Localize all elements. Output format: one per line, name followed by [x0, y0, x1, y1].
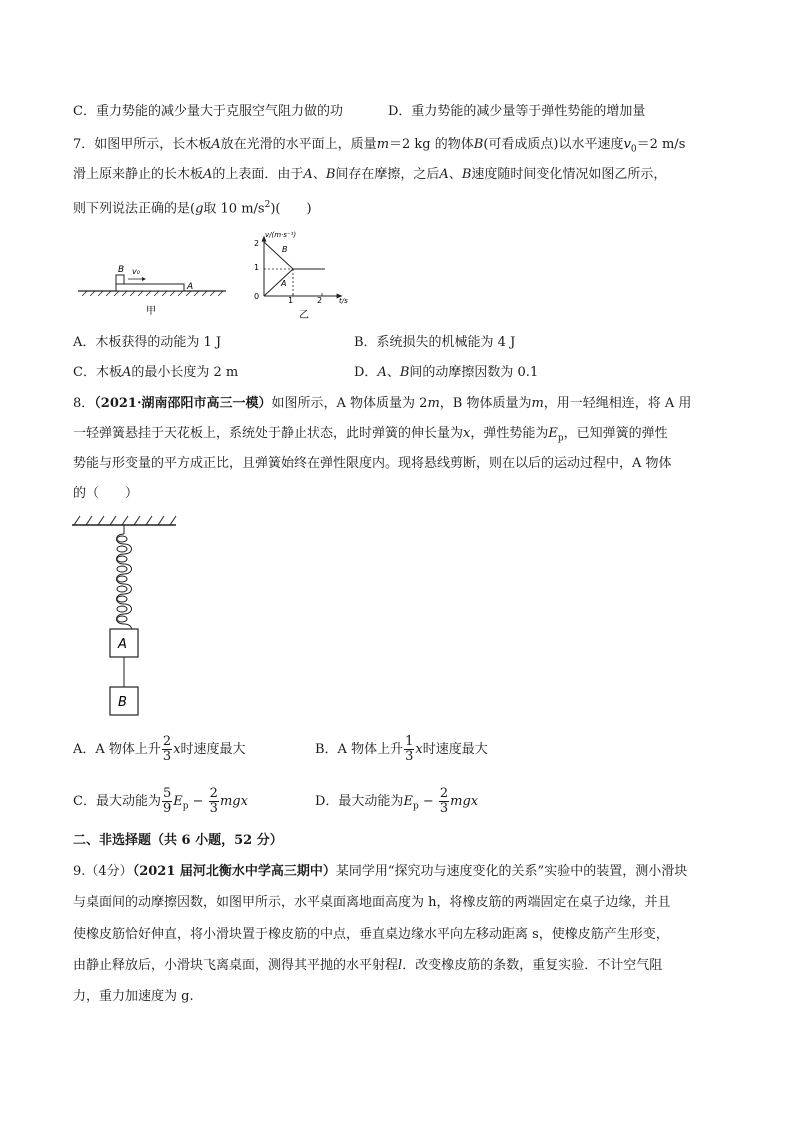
block-b: [116, 275, 124, 284]
q7-stem-line-2: 滑上原来静止的长木板A的上表面．由于A、B间存在摩擦，之后A、B速度随时间变化情况如图乙所示，: [73, 167, 667, 182]
x-axis-label: t/s: [339, 297, 348, 305]
q8-stem-line-2: 一轻弹簧悬挂于天花板上，系统处于静止状态，此时弹簧的伸长量为x，弹性势能为$E_p$，已知弹簧的弹性: [73, 426, 668, 444]
block-b-label: B: [118, 695, 127, 710]
q7-stem-line-3: 则下列说法正确的是(g取 10 $m/s^2$)( ): [73, 200, 312, 217]
q9-stem-line-4: 由静止释放后，小滑块飞离桌面，测得其平抛的水平射程l．改变橡皮筋的条数，重复实验．不计空气阻: [73, 958, 663, 973]
q6-option-d: D．重力势能的减少量等于弹性势能的增加量: [388, 104, 646, 119]
q7-figure-yi-chart: [246, 226, 361, 320]
q7-option-d: D．A、B间的动摩擦因数为 0.1: [354, 365, 539, 380]
q7-option-b: B．系统损失的机械能为 4 J: [354, 335, 516, 350]
series-a-label: A: [281, 279, 287, 288]
caption-jia: 甲: [146, 306, 156, 317]
block-a-label: A: [118, 637, 127, 652]
q8-figure-spring: [68, 512, 183, 716]
label-b: B: [118, 265, 125, 275]
label-v0: v₀: [132, 267, 140, 276]
q8-option-b: B．A 物体上升 $\frac{1}{3}$ x时速度最大: [315, 734, 488, 764]
y-tick-label-1: 1: [254, 263, 260, 272]
caption-yi: 乙: [299, 310, 309, 320]
q9-source: （2021 届河北衡水中学高三期中）: [132, 864, 336, 879]
series-a-line: [264, 269, 325, 296]
q8-option-d: D．最大动能为$E_p$ − $\frac{2}{3}$ mgx: [315, 786, 479, 816]
series-b-line: [264, 242, 325, 269]
q6-option-c: C．重力势能的减少量大于克服空气阻力做的功: [73, 104, 343, 119]
q9-stem-line-5: 力，重力加速度为 g.: [73, 989, 194, 1004]
q8-stem-line-4: 的（ ）: [73, 486, 139, 501]
q7-option-c: C．木板A的最小长度为 2 m: [73, 365, 239, 380]
section-2-title: 二、非选择题（共 6 小题，52 分）: [73, 833, 283, 848]
q8-option-a: A．A 物体上升 $\frac{2}{3}$ x时速度最大: [73, 734, 246, 764]
y-axis-label: v/(m·s⁻¹): [265, 231, 297, 239]
ceiling-hatching: [74, 516, 176, 525]
label-a: A: [187, 282, 194, 292]
q7-stem-line-1: 7．如图甲所示，长木板A放在光滑的水平面上，质量m＝2 kg 的物体B(可看成质点)以水平速度$v_0=2$ m/s: [73, 137, 686, 155]
x-tick-label-1: 1: [288, 296, 294, 305]
y-tick-label-2: 2: [254, 239, 260, 248]
q8-stem-line-1: 8．（2021·湖南邵阳市高三一模）如图所示，A 物体质量为 2m，B 物体质量为m，用一轻绳相连，将 A 用: [73, 396, 692, 411]
q9-stem-line-1: 9.（4分）（2021 届河北衡水中学高三期中）某同学用“探究功与速度变化的关系”实验中的装置，测小滑块: [73, 864, 688, 879]
origin-label: 0: [254, 292, 260, 301]
q7-option-a: A．木板获得的动能为 1 J: [73, 335, 222, 350]
q8-source: （2021·湖南邵阳市高三一模）: [94, 396, 272, 411]
ground-hatching: [82, 291, 223, 296]
q9-stem-line-3: 使橡皮筋恰好伸直，将小滑块置于橡皮筋的中点，垂直桌边缘水平向左移动距离 s，使橡皮筋产生形变，: [73, 927, 669, 942]
board-a: [116, 284, 184, 291]
q9-stem-line-2: 与桌面间的动摩擦因数，如图甲所示，水平桌面离地面高度为 h，将橡皮筋的两端固定在桌子边缘，并且: [73, 895, 671, 910]
q7-figure-jia: [76, 258, 231, 320]
x-tick-label-2: 2: [317, 296, 323, 305]
spring: [117, 534, 132, 634]
series-b-label: B: [282, 245, 288, 254]
q8-option-c: C．最大动能为 $\frac{5}{9}$ $E_p$ − $\frac{2}{3}$ mgx: [73, 786, 248, 816]
q8-stem-line-3: 势能与形变量的平方成正比，且弹簧始终在弹性限度内。现将悬线剪断，则在以后的运动过程中，A 物体: [73, 456, 672, 471]
